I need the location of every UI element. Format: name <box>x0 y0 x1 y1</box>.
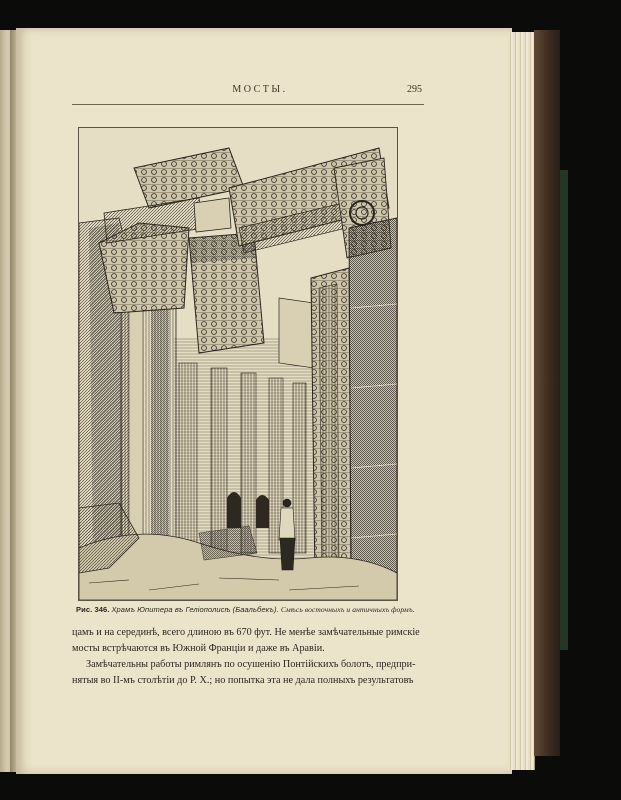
running-head: МОСТЫ. <box>232 84 288 95</box>
body-line: нятыя во II-мъ столѣтіи до Р. Х.; но попытка эта не дала полныхъ результатовъ <box>72 675 414 686</box>
engraving-illustration <box>78 127 398 601</box>
standing-figure <box>279 499 295 570</box>
body-line: мосты встрѣчаются въ Южной Франціи и даже въ Аравіи. <box>72 643 325 654</box>
body-line: цамъ и на серединѣ, всего длиною въ 670 фут. Не менѣе замѣчательные римскіе <box>72 627 420 638</box>
header-rule <box>72 104 424 105</box>
figure-title: Храмъ Юпитера въ Геліополисѣ (Баальбекъ). <box>111 605 279 614</box>
figure-number: Рис. 346. <box>76 605 110 614</box>
figure-description: Смѣсь восточныхъ и античныхъ формъ. <box>280 605 415 614</box>
body-line: Замѣчательны работы римлянъ по осушенію Понтійскихъ болотъ, предпри- <box>86 659 416 670</box>
figure-caption <box>76 605 432 619</box>
book-cover <box>534 30 560 756</box>
page-number: 295 <box>407 84 422 95</box>
page-edges <box>508 32 535 770</box>
body-text <box>72 625 430 689</box>
cover-board <box>560 170 568 650</box>
temple-engraving <box>79 128 397 600</box>
